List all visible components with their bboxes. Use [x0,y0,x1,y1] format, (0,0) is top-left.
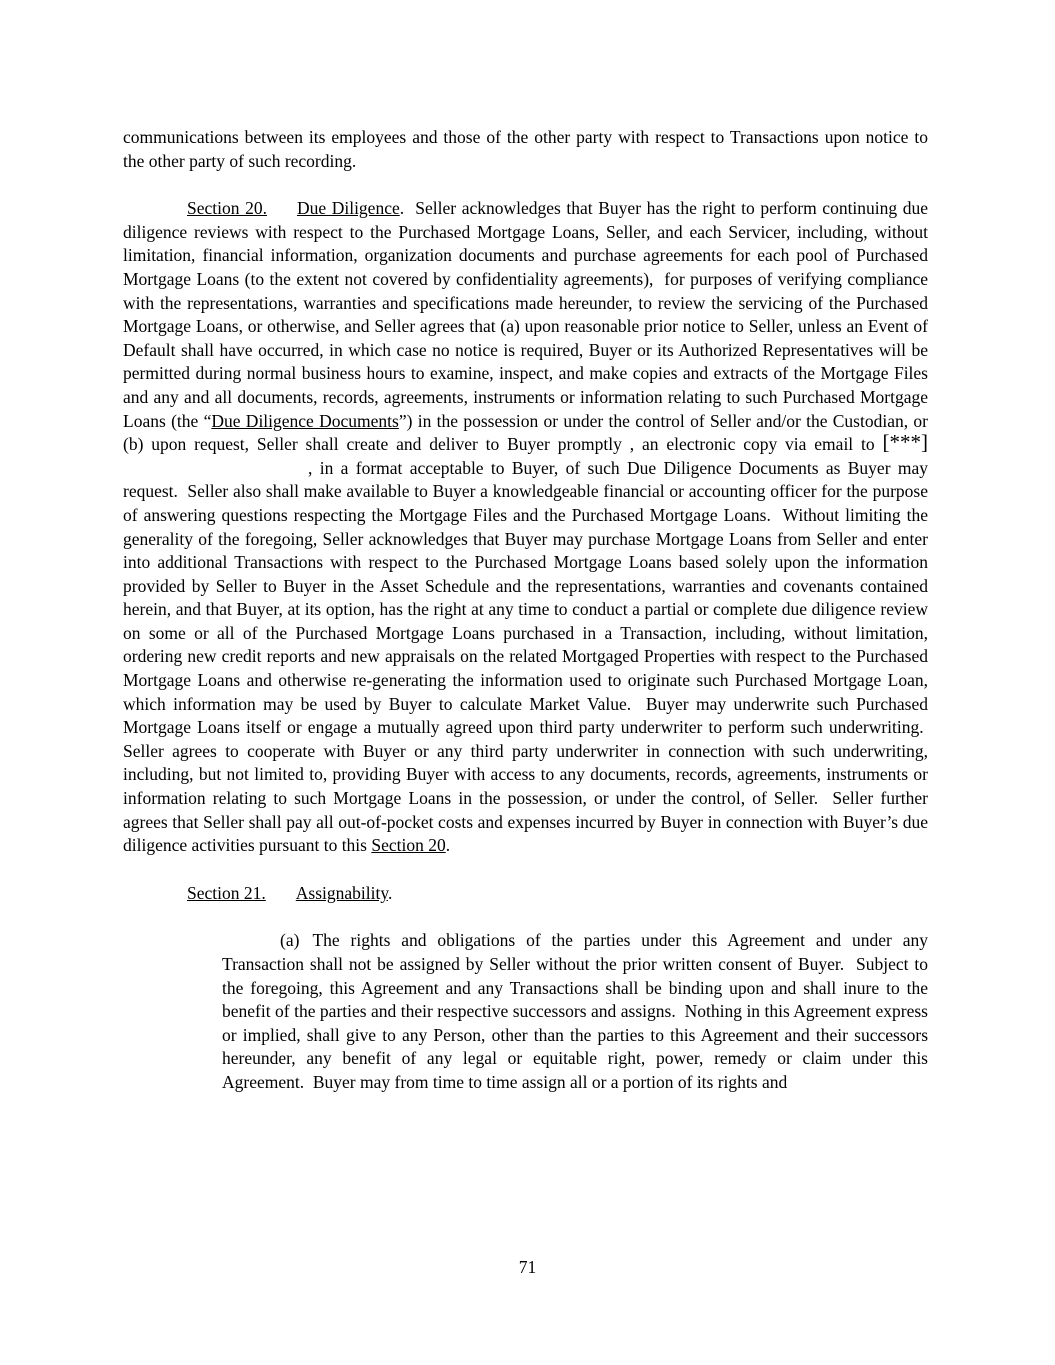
section-21-period: . [387,882,393,903]
paragraph-recording-continuation: communications between its employees and those of the other party with respect to Transactions upon notice to the other party of such recording. [123,127,928,171]
section-21-heading [123,882,928,906]
section-20-self-reference: Section 20 [371,835,446,856]
document-body [123,126,928,1119]
section-20-body-1: . Seller acknowledges that Buyer has the right to perform continuing due diligence reviews with respect to the Purchased Mortgage Loans, Seller, and each Servicer, including, without limitation, financial information, organization documents and purchase agreements for each pool of Purchased Mortgage Loans (to the extent not covered by confidentiality agreements), for purposes of verifying compliance with the representations, warranties and specifications made hereunder, to review the servicing of the Purchased Mortgage Loans, or otherwise, and Seller agrees that (a) upon reasonable prior notice to Seller, unless an Event of Default shall have occurred, in which case no notice is required, Buyer or its Authorized Representatives will be permitted during normal business hours to examine, inspect, and make copies and extracts of the Mortgage Files and any and all documents, records, agreements, instruments or information relating to such Purchased Mortgage Loans (the “ [123,198,929,431]
section-20-label: Section 20. [187,198,267,219]
section-21-title: Assignability [295,882,388,903]
section-20-body-4: . [445,835,451,856]
due-diligence-documents-term: Due Diligence Documents [211,410,399,431]
section-20-body-2: ”) in the possession or under the control of Seller and/or the Custodian, or (b) upon request, Seller shall create and deliver to Buyer promptly , an electronic copy via email to [123,410,928,455]
section-20-body-3: , in a format acceptable to Buyer, of such Due Diligence Documents as Buyer may request. Seller also shall make available to Buyer a knowledgeable financial or accounting officer for the purpose of answering questions respecting the Mortgage Files and the Purchased Mortgage Loans. Without limiting the generality of the foregoing, Seller acknowledges that Buyer may purchase Mortgage Loans from Seller and enter into additional Transactions with respect to the Purchased Mortgage Loans based solely upon the information provided by Seller to Buyer in the Asset Schedule and the representations, warranties and covenants contained herein, and that Buyer, at its option, has the right at any time to conduct a partial or complete due diligence review on some or all of the Purchased Mortgage Loans purchased in a Transaction, including, without limitation, ordering new credit reports and new appraisals on the related Mortgaged Properties with respect to the Purchased Mortgage Loans and otherwise re-generating the information used to originate such Purchased Mortgage Loan, which information may be used by Buyer to calculate Market Value. Buyer may underwrite such Purchased Mortgage Loans itself or engage a mutually agreed upon third party underwriter to perform such underwriting. Seller agrees to cooperate with Buyer or any third party underwriter in connection with such underwriting, including, but not limited to, providing Buyer with access to any documents, records, agreements, instruments or information relating to such Mortgage Loans in the possession, or under the control, of Seller. Seller further agrees that Seller shall pay all out-of-pocket costs and expenses incurred by Buyer in connection with Buyer’s due diligence activities pursuant to this [123,457,928,856]
section-21a-paragraph [222,929,928,1094]
section-20-paragraph [123,197,928,858]
page-number: 71 [518,1257,537,1277]
section-21-label: Section 21. [187,882,266,903]
section-20-title: Due Diligence [296,198,400,219]
clause-a-label: (a) [280,930,300,951]
redaction-marker: [***] [882,430,928,455]
clause-a-body: The rights and obligations of the parties under this Agreement and under any Transaction shall not be assigned by Seller without the prior written consent of Buyer. Subject to the foregoing, this Agreement and any Transactions shall be binding upon and shall inure to the benefit of the parties and their respective successors and assigns. Nothing in this Agreement express or implied, shall give to any Person, other than the parties to this Agreement and their successors hereunder, any benefit of any legal or equitable right, power, remedy or claim under this Agreement. Buyer may from time to time assign all or a portion of its rights and [222,930,928,1092]
